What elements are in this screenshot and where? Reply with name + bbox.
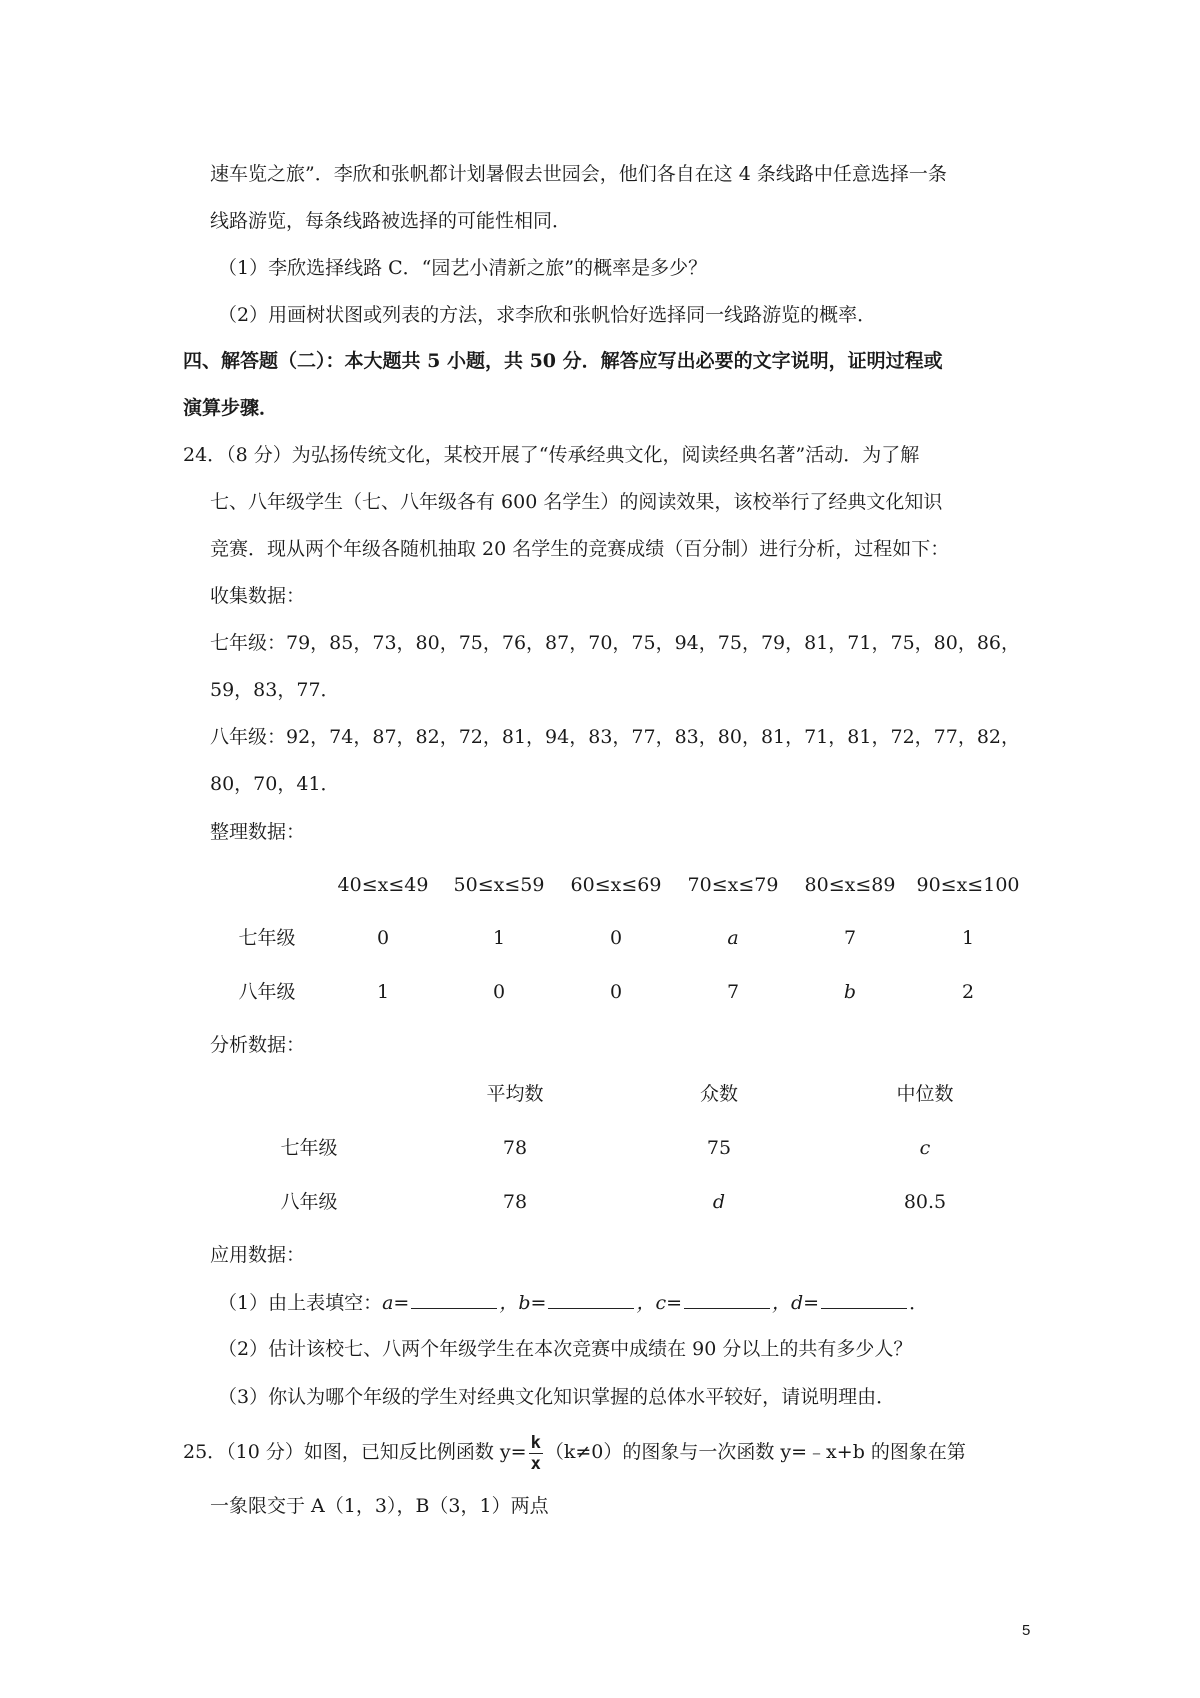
answer-blank-a[interactable]: [411, 1290, 497, 1309]
q25-line-1: [183, 1430, 966, 1474]
q23-sub-question-1: （1）李欣选择线路 C．“园艺小清新之旅”的概率是多少？: [218, 257, 708, 279]
freq-cell: 1: [961, 927, 975, 949]
stat-cell: 78: [502, 1137, 528, 1159]
stat-cell: 78: [502, 1191, 528, 1213]
answer-blank-d[interactable]: [821, 1290, 907, 1309]
organize-data-label: 整理数据：: [210, 821, 306, 843]
stat-cell: 80.5: [903, 1191, 947, 1213]
freq-cell-variable-b: b: [843, 981, 857, 1003]
var-d-label: ，d=: [772, 1292, 820, 1314]
page-number: 5: [1022, 1622, 1031, 1639]
q23-line-2: 线路游览，每条线路被选择的可能性相同．: [210, 210, 572, 232]
q25-line-2: 一象限交于 A（1，3），B（3，1）两点: [210, 1495, 549, 1517]
section-heading-line-2: 演算步骤．: [183, 397, 279, 419]
collect-data-label: 收集数据：: [210, 585, 306, 607]
freq-header-1: 40≤x≤49: [337, 874, 429, 896]
stat-row-label-grade8: 八年级: [280, 1191, 338, 1213]
answer-blank-c[interactable]: [684, 1290, 770, 1309]
section-heading-line-1: 四、解答题（二）：本大题共 5 小题，共 50 分．解答应写出必要的文字说明，证明过程或: [183, 350, 943, 372]
q25-prefix: 25．（10 分）如图，已知反比例函数 y=: [183, 1441, 527, 1463]
freq-header-5: 80≤x≤89: [804, 874, 896, 896]
q24-line-1: 24．（8 分）为弘扬传统文化，某校开展了“传承经典文化，阅读经典名著”活动．为了解: [183, 444, 920, 466]
apply-data-label: 应用数据：: [210, 1244, 306, 1266]
q24-sub-question-1: [218, 1290, 928, 1315]
freq-row-label-grade7: 七年级: [238, 927, 296, 949]
fraction-numerator: k: [530, 1432, 541, 1453]
freq-row-label-grade8: 八年级: [238, 981, 296, 1003]
q24-sub-question-3: （3）你认为哪个年级的学生对经典文化知识掌握的总体水平较好，请说明理由．: [218, 1386, 896, 1408]
q23-sub-question-2: （2）用画树状图或列表的方法，求李欣和张帆恰好选择同一线路游览的概率．: [218, 304, 877, 326]
fill-in-prompt: （1）由上表填空：: [218, 1292, 383, 1314]
freq-header-2: 50≤x≤59: [453, 874, 545, 896]
stat-cell: 75: [706, 1137, 732, 1159]
freq-cell: 0: [609, 981, 623, 1003]
stat-header-mean: 平均数: [486, 1083, 544, 1105]
freq-header-4: 70≤x≤79: [687, 874, 779, 896]
var-a-label: a=: [382, 1292, 410, 1314]
fraction-denominator: x: [530, 1453, 541, 1474]
grade8-data-line-2: 80，70，41．: [210, 773, 340, 795]
analyze-data-label: 分析数据：: [210, 1034, 306, 1056]
freq-header-3: 60≤x≤69: [570, 874, 662, 896]
var-b-label: ，b=: [499, 1292, 547, 1314]
freq-cell-variable-a: a: [727, 927, 739, 949]
answer-blank-b[interactable]: [548, 1290, 634, 1309]
q25-suffix: （k≠0）的图象与一次函数 y=﹣x+b 的图象在第: [544, 1441, 966, 1463]
freq-cell: 0: [376, 927, 390, 949]
freq-cell: 1: [376, 981, 390, 1003]
sentence-end: ．: [909, 1292, 929, 1314]
q24-line-3: 竞赛．现从两个年级各随机抽取 20 名学生的竞赛成绩（百分制）进行分析，过程如下：: [210, 538, 950, 560]
freq-cell: 0: [609, 927, 623, 949]
var-c-label: ，c=: [636, 1292, 682, 1314]
stat-cell-variable-c: c: [919, 1137, 931, 1159]
stat-header-mode: 众数: [699, 1083, 739, 1105]
stat-row-label-grade7: 七年级: [280, 1137, 338, 1159]
freq-cell: 2: [961, 981, 975, 1003]
freq-cell: 7: [726, 981, 740, 1003]
freq-cell: 7: [843, 927, 857, 949]
grade7-data-line-2: 59，83，77．: [210, 679, 340, 701]
grade8-data-line-1: 八年级：92，74，87，82，72，81，94，83，77，83，80，81，71，81，72，77，82，: [210, 726, 1021, 748]
fraction-k-over-x: [529, 1433, 543, 1474]
freq-cell: 0: [492, 981, 506, 1003]
q23-line-1: 速车览之旅”．李欣和张帆都计划暑假去世园会，他们各自在这 4 条线路中任意选择一条: [210, 163, 947, 185]
stat-cell-variable-d: d: [712, 1191, 726, 1213]
q24-sub-question-2: （2）估计该校七、八两个年级学生在本次竞赛中成绩在 90 分以上的共有多少人？: [218, 1338, 913, 1360]
q24-line-2: 七、八年级学生（七、八年级各有 600 名学生）的阅读效果，该校举行了经典文化知识: [210, 491, 943, 513]
freq-header-6: 90≤x≤100: [916, 874, 1020, 896]
freq-cell: 1: [492, 927, 506, 949]
grade7-data-line-1: 七年级：79，85，73，80，75，76，87，70，75，94，75，79，81，71，75，80，86，: [210, 632, 1021, 654]
stat-header-median: 中位数: [896, 1083, 954, 1105]
